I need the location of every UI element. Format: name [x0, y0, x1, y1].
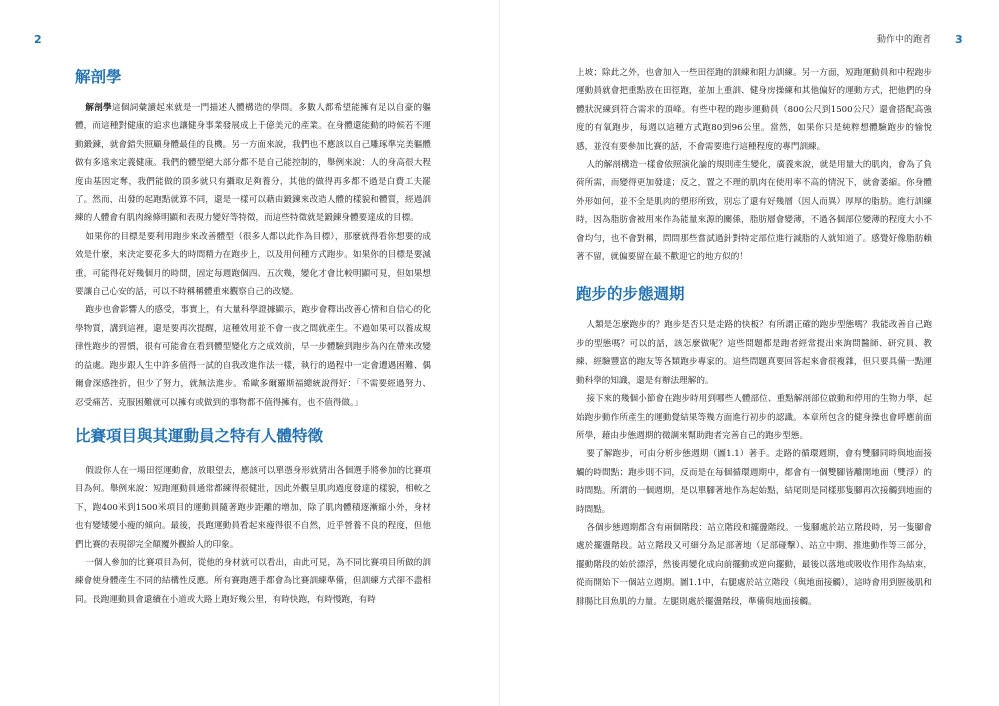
paragraph-text: 一個人參加的比賽項目為何，從他的身材就可以看出，由此可見，為不同比賽項目所做的訓練會使身體產生不同的結構性反應。所有賽跑選手都會為比賽訓練準備，但訓練方式卻不盡相同。長跑運動員會還續在小道或大路上跑好幾公里，有時快跑，有時慢跑，有時 [75, 557, 431, 605]
paragraph [75, 462, 431, 554]
left-page [0, 0, 499, 706]
paragraph-text: 各個步態週期都含有兩個階段：站立階段和擺盪階段。一隻腳處於站立階段時，另一隻腳會處於擺盪階段。站立階段又可細分為足部著地（足部碰擊）、站立中期、推進動作等三部分，擺動階段的始於漂浮，然後再變化成向前擺動或逆向擺動，最後以落地或吸收作用作為結束，從而開始下一個站立週期。圖1.1中，右腿處於站立階段（與地面接觸），這時會用到脛後肌和腓腸比目魚肌的力量。左腿則處於擺盪階段，準備與地面接觸。 [576, 522, 932, 607]
paragraph-text: 跑步也會影響人的感受，事實上，有大量科學證據顯示，跑步會釋出改善心情和自信心的化學物質，講到這裡，還是要再次提醒，這種效用並不會一夜之間就產生。不過如果可以養成規律性跑步的習慣，很有可能會在看到體型變化方之成效前，早一步體驗到跑步為內在帶來改變的益處。跑步跟人生中許多值得一試的自我改進作法一樣，執行的過程中一定會遭遇困難、偶爾會深感挫折，但少了努力，就無法進步。希歐多爾羅斯福總統說得好：「不需要經過努力、忍受痛苦、克服困難就可以擁有或做到的事物都不值得擁有，也不值得做。」 [75, 305, 431, 408]
paragraph-text: 要了解跑步，可由分析步態週期（圖1.1）著手。走路的循環週期，會有雙腳同時與地面接觸的時間點；跑步則不同，反而是在每個循環週期中，都會有一個雙腳皆離開地面（雙浮）的時間點。所謂的一個週期，是以單腳著地作為起始點，結尾則是同樣那隻腳再次接觸到地面的時間點。 [576, 449, 932, 515]
paragraph-text: 假設你人在一場田徑運動會，放眼望去，應該可以單憑身形就猜出各個選手將參加的比賽項目為何。舉例來說：短跑運動員通常都練得很健壯，因此外觀呈肌肉過度發達的樣貌，相較之下，跑400米到1500米項目的運動員隨著跑步距離的增加，除了肌肉體積逐漸縮小外，身材也有變矮變小瘦的傾向。最後，長跑運動員看起來瘦得很不自然，近乎營養不良的程度，但他們比賽的表現卻完全顛覆外觀給人的印象。 [75, 465, 431, 550]
paragraph [75, 228, 431, 302]
paragraph [75, 554, 431, 609]
paragraph [576, 445, 932, 519]
paragraph-text: 上坡；除此之外，也會加入一些田徑跑的訓練和阻力訓練。另一方面，短跑運動員和中程跑步運動員就會把重點放在田徑跑，並加上重訓、健身房操練和其他偏好的運動方式，把他們的身體狀況練到符合需求的頂峰。有些中程的跑步運動員（800公尺到1500公尺）還會搭配高強度的有氧跑步，每週以這種方式跑80到96公里。當然，如果你只是純粹想體驗跑步的愉悅感，並沒有要參加比賽的話，不會需要進行這種程度的專門訓練。 [576, 68, 932, 152]
paragraph [576, 390, 932, 445]
paragraph [576, 64, 932, 156]
paragraph [75, 301, 431, 411]
page-number: 2 [34, 33, 42, 46]
paragraph-text: 這個詞彙讀起來就是一門描述人體構造的學問。多數人都希望能擁有足以自豪的軀體，而這種對健康的追求也讓健身事業發展成上千億美元的產業。在身體還能動的時候若不運動鍛鍊，就會錯失照顧身體最佳的良機。另一方面來說，我們也不應該以自己雕琢準完美軀體做有多遠來定義健康。我們的體型絕大部分都不是自己能控制的，舉例來說：人的身高很大程度由基因定奪，我們能做的頂多就只有攝取足夠養分，其他的做得再多都不過是白費工夫罷了。然而，出發的起跑點就算不同，還是一樣可以藉由鍛鍊來改造人體的樣貌和體質，經過訓練的人體會有肌肉線條明顯和表現力變好等特徵，而這些特徵就是鍛鍊身體要達成的目標。 [75, 103, 431, 224]
paragraph-lead: 解剖學 [85, 103, 112, 113]
section-heading: 比賽項目與其運動員之特有人體特徵 [75, 426, 324, 445]
section-heading: 跑步的步態週期 [576, 285, 685, 304]
paragraph-text: 如果你的目標是要利用跑步來改善體型（很多人都以此作為目標），那麼就得看你想要的成效是什麼，來決定要花多大的時間精力在跑步上，以及用何種方式跑步。如果你的目標是要減重，可能得花好幾個月的時間，固定每週跑個四、五次幾，變化才會比較明顯可見，但如果想要讓自己心安的話，可以不時稱稱體重來觀察自己的改變。 [75, 231, 431, 298]
paragraph [576, 316, 932, 390]
section-heading: 解剖學 [75, 68, 122, 86]
running-header: 動作中的跑者 [877, 35, 932, 45]
page-number: 3 [955, 33, 963, 46]
right-page [500, 0, 999, 706]
paragraph [75, 99, 431, 228]
right-text-column [576, 64, 932, 611]
paragraph-text: 人的解剖構造一樣會依照演化論的規則產生變化，廣義來說，就是用量大的肌肉，會為了負荷所需，而變得更加發達；反之，置之不理的肌肉在使用率不高的情況下，就會萎縮。你身體外形如何，並不全是肌肉的塑形所致，別忘了還有好幾層（因人而異）厚厚的脂肪。進行訓練時，因為脂肪會被用來作為能量來源的關係，脂肪層會變薄，不過各個部位變薄的程度大小不會均勻，也不會對稱，問問那些嘗試過針對特定部位進行減脂的人就知道了。感覺好像脂肪賴著不留，就偏要留在最不歡迎它的地方似的！ [576, 160, 932, 263]
paragraph-text: 接下來的幾個小節會在跑步時用到哪些人體部位、重點解剖部位啟動和停用的生物力學，起始跑步動作所產生的運動覺結果等幾方面進行初步的認識。本章所包含的健身操也會呼應前面所學，藉由步態週期的微調來幫助跑者完善自己的跑步型態。 [576, 394, 932, 441]
paragraph-text: 人類是怎麼跑步的？跑步是否只是走路的快板？有所謂正確的跑步型態嗎？我能改善自己跑步的型態嗎？可以的話，該怎麼做呢？這些問題都是跑者經常提出來詢問醫師、研究員、教練、經驗豐富的跑友等各類跑步專家的。這些問題真要回答起來會很複雜，但只要具備一點運動科學的知識，還是有辦法理解的。 [576, 320, 932, 386]
paragraph [576, 156, 932, 266]
left-text-column [75, 67, 431, 609]
paragraph [576, 519, 932, 611]
